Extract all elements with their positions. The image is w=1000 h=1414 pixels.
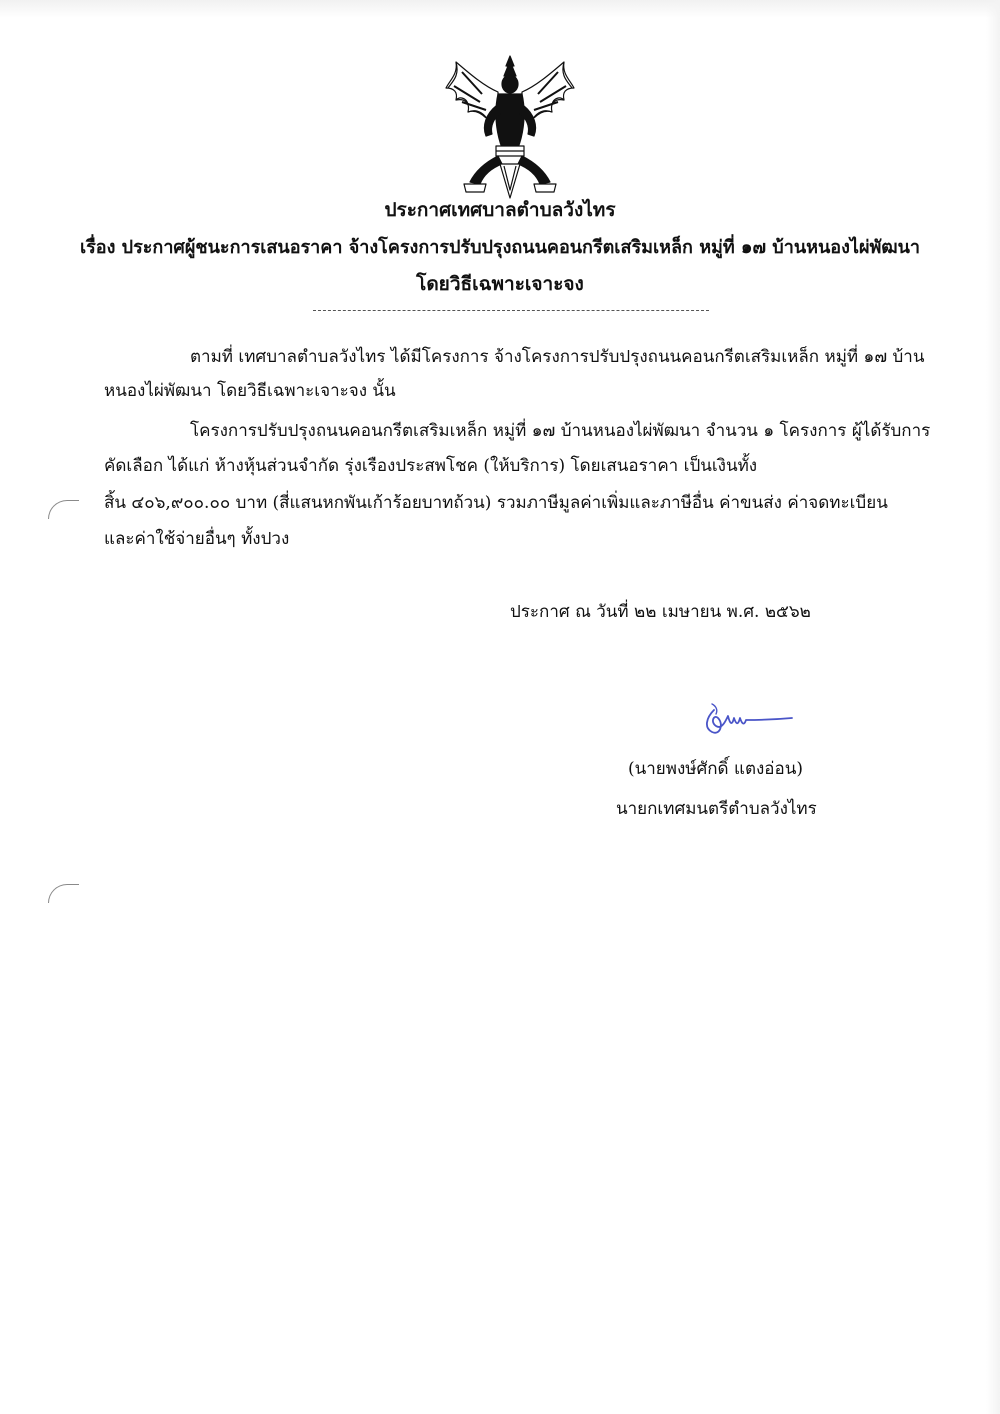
body-paragraph-line: และค่าใช้จ่ายอื่นๆ ทั้งปวง bbox=[104, 529, 290, 549]
announcement-subject: เรื่อง ประกาศผู้ชนะการเสนอราคา จ้างโครงการปรับปรุงถนนคอนกรีตเสริมเหล็ก หมู่ที่ ๑๗ บ้านหนองไผ่พัฒนา bbox=[79, 237, 921, 258]
announcement-organization: ประกาศเทศบาลตำบลวังไทร bbox=[384, 199, 616, 221]
garuda-emblem-icon bbox=[440, 52, 580, 200]
body-paragraph-line: คัดเลือก ได้แก่ ห้างหุ้นส่วนจำกัด รุ่งเรืองประสพโชค (ให้บริการ) โดยเสนอราคา เป็นเงินทั้ง bbox=[104, 456, 758, 476]
scan-edge-shadow bbox=[986, 0, 1000, 1414]
signer-name: (นายพงษ์ศักดิ์ แตงอ่อน) bbox=[628, 759, 803, 779]
punch-hole-mark bbox=[48, 500, 79, 519]
body-paragraph-line: ตามที่ เทศบาลตำบลวังไทร ได้มีโครงการ จ้างโครงการปรับปรุงถนนคอนกรีตเสริมเหล็ก หมู่ที่ ๑๗ บ้าน bbox=[190, 347, 925, 367]
punch-hole-mark bbox=[48, 884, 79, 903]
body-paragraph-line: หนองไผ่พัฒนา โดยวิธีเฉพาะเจาะจง นั้น bbox=[104, 381, 396, 401]
body-paragraph-line: โครงการปรับปรุงถนนคอนกรีตเสริมเหล็ก หมู่ที่ ๑๗ บ้านหนองไผ่พัฒนา จำนวน ๑ โครงการ ผู้ได้รับการ bbox=[190, 421, 931, 441]
announcement-date: ประกาศ ณ วันที่ ๒๒ เมษายน พ.ศ. ๒๕๖๒ bbox=[510, 602, 811, 622]
scan-edge-shadow bbox=[0, 0, 1000, 18]
announcement-subject-method: โดยวิธีเฉพาะเจาะจง bbox=[416, 273, 584, 295]
handwritten-signature bbox=[700, 698, 796, 740]
body-paragraph-line: สิ้น ๔๐๖,๙๐๐.๐๐ บาท (สี่แสนหกพันเก้าร้อยบาทถ้วน) รวมภาษีมูลค่าเพิ่มและภาษีอื่น ค่าขนส่ง ค่าจดทะเบียน bbox=[104, 493, 888, 513]
dashed-divider bbox=[313, 310, 709, 311]
signer-title: นายกเทศมนตรีตำบลวังไทร bbox=[616, 799, 817, 819]
